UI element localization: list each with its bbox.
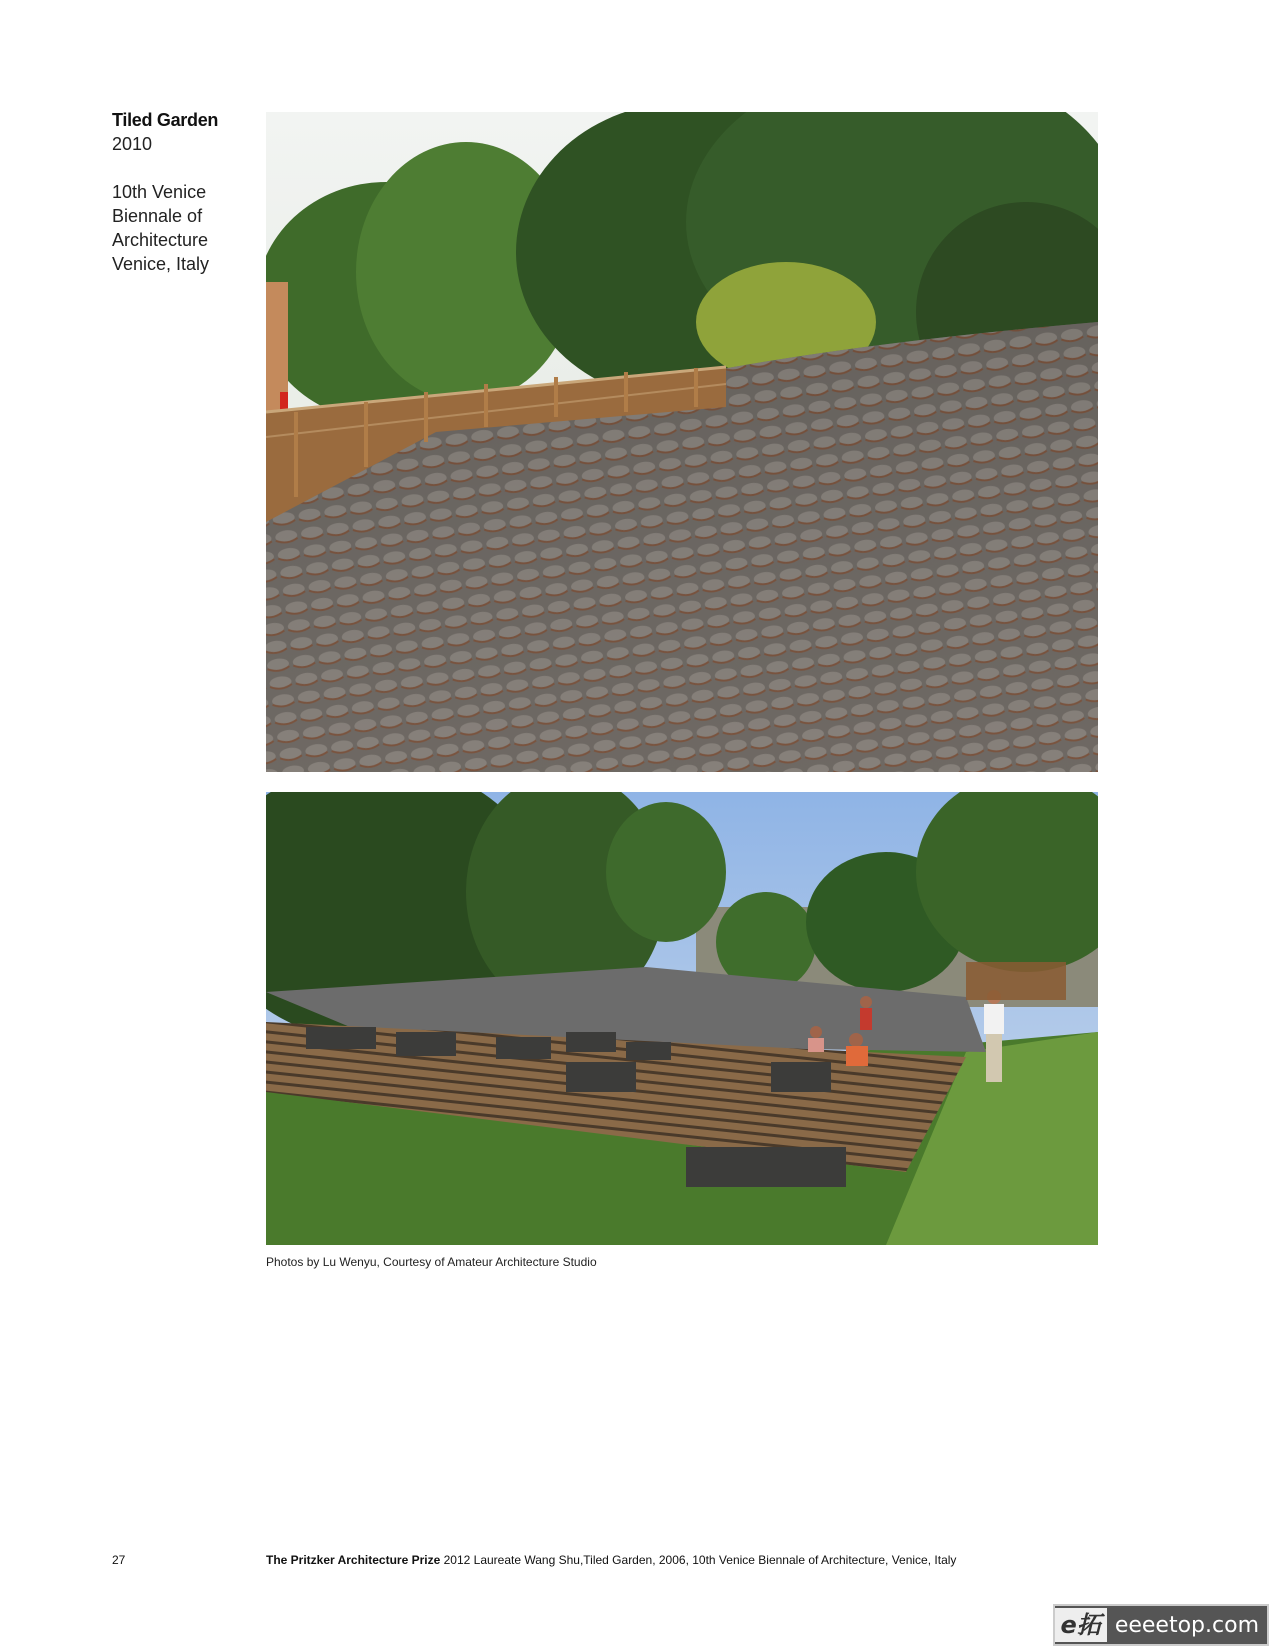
location-line: Biennale of	[112, 206, 203, 226]
footer-credit	[266, 1553, 956, 1567]
photo-tiled-slope	[266, 112, 1098, 772]
project-title: Tiled Garden	[112, 110, 219, 130]
location-line: Architecture	[112, 230, 209, 250]
watermark-logo: e拓	[1055, 1608, 1107, 1642]
photo-caption: Photos by Lu Wenyu, Courtesy of Amateur Architecture Studio	[266, 1255, 597, 1269]
page-number: 27	[112, 1553, 126, 1567]
location-line: Venice, Italy	[112, 254, 210, 274]
project-location	[112, 180, 262, 276]
footer-text: 2012 Laureate Wang Shu,Tiled Garden, 2006, 10th Venice Biennale of Architecture, Venice, Italy	[443, 1553, 957, 1567]
project-info	[112, 108, 262, 276]
project-year: 2010	[112, 134, 153, 154]
location-line: 10th Venice	[112, 182, 207, 202]
photo-construction	[266, 792, 1098, 1245]
tiled-slope-image	[266, 112, 1098, 772]
construction-image	[266, 792, 1098, 1245]
watermark	[1053, 1604, 1269, 1646]
footer-brand: The Pritzker Architecture Prize	[266, 1553, 441, 1567]
watermark-text: eeeetop.com	[1114, 1612, 1259, 1638]
